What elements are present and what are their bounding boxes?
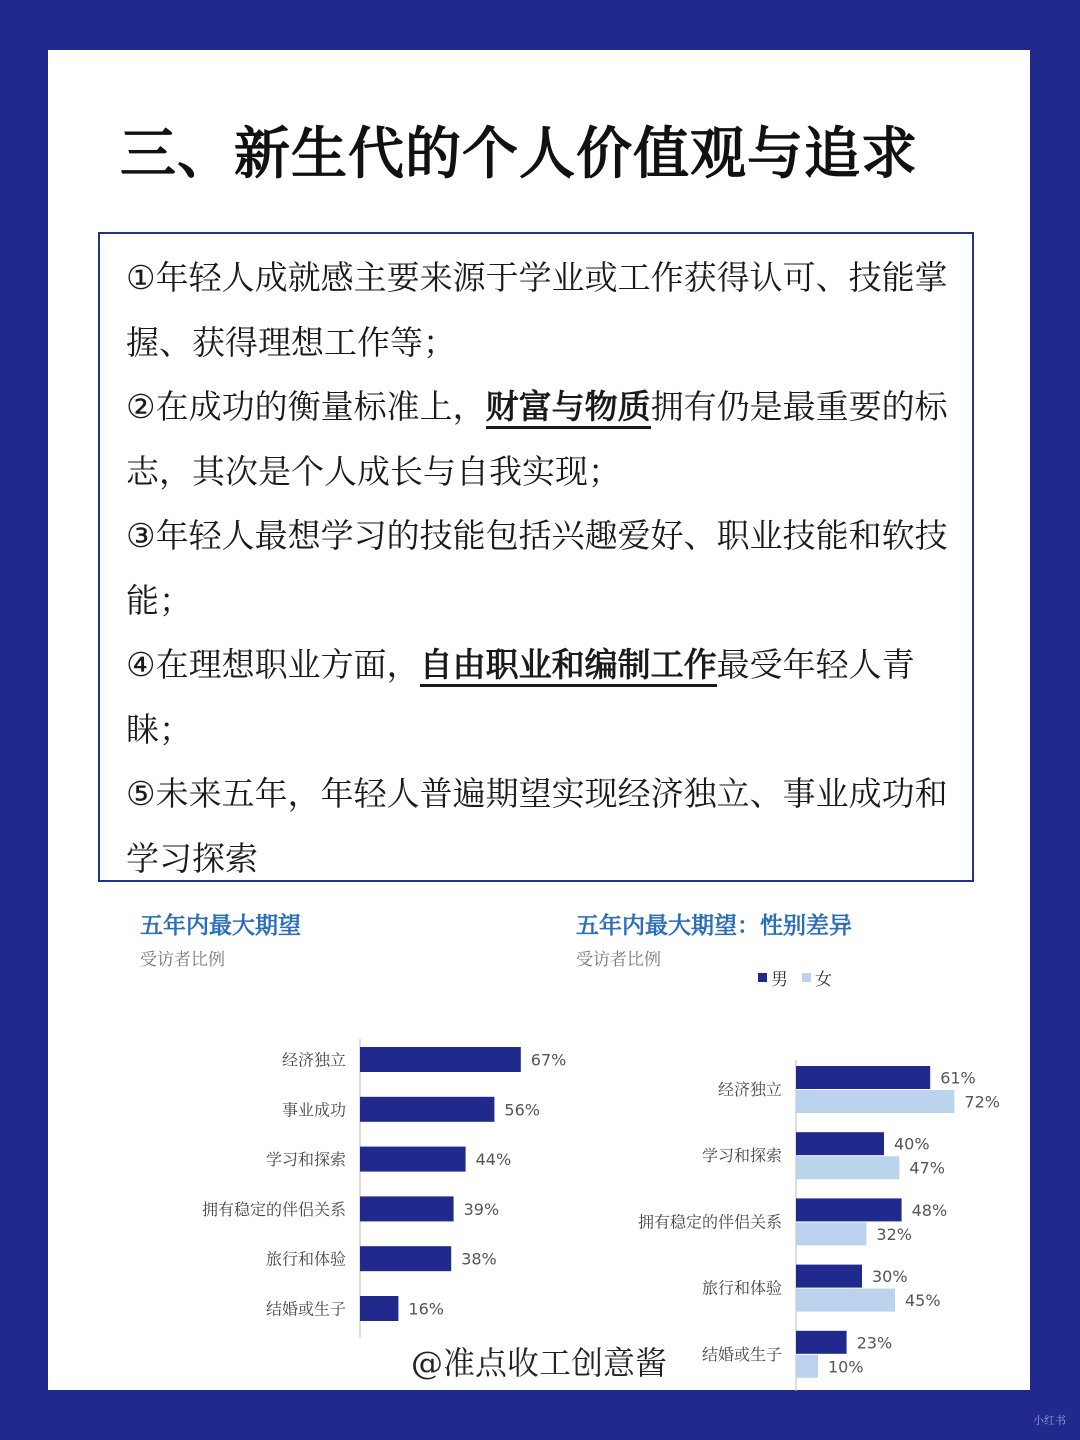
bar <box>360 1147 466 1172</box>
bar-female <box>796 1156 899 1179</box>
grouped-bar-chart-plot <box>568 905 1030 1377</box>
key-point-p3 <box>126 504 952 633</box>
category-label: 学习和探索 <box>701 1146 782 1166</box>
category-label: 结婚或生子 <box>701 1344 782 1364</box>
category-label: 学习和探索 <box>265 1150 346 1170</box>
point-text: ④在理想职业方面， <box>126 645 420 684</box>
bar-male <box>796 1066 930 1089</box>
data-label: 39% <box>463 1199 500 1219</box>
data-label: 32% <box>876 1224 912 1244</box>
bar-male <box>796 1265 862 1288</box>
page-title: 三、新生代的个人价值观与追求 <box>120 122 918 187</box>
data-label: 47% <box>909 1158 945 1178</box>
data-label: 10% <box>828 1357 864 1377</box>
category-label: 结婚或生子 <box>265 1299 346 1319</box>
content-card <box>48 50 1030 1390</box>
data-label: 23% <box>856 1333 893 1353</box>
point-text: ②在成功的衡量标准上， <box>126 387 486 426</box>
category-label: 旅行和体验 <box>265 1249 346 1269</box>
key-point-p1 <box>126 246 952 375</box>
chart-title: 五年内最大期望：性别差异 <box>576 913 852 939</box>
point-text: 最受年轻人青睐； <box>126 645 915 749</box>
category-label: 拥有稳定的伴侣关系 <box>637 1212 782 1232</box>
point-text: ⑤未来五年，年轻人普遍期望实现经济独立、事业成功和学习探索 <box>126 774 948 878</box>
bar <box>360 1296 398 1321</box>
category-label: 事业成功 <box>281 1100 346 1120</box>
data-label: 72% <box>964 1092 1000 1112</box>
data-label: 67% <box>530 1050 567 1070</box>
category-label: 旅行和体验 <box>701 1278 782 1298</box>
bar-female <box>796 1222 866 1245</box>
data-label: 30% <box>872 1267 908 1287</box>
category-label: 经济独立 <box>281 1050 346 1070</box>
bar-male <box>796 1198 902 1221</box>
chart-title: 五年内最大期望 <box>140 913 301 939</box>
chart-subtitle: 受访者比例 <box>140 950 225 970</box>
point-text: ③年轻人最想学习的技能包括兴趣爱好、职业技能和软技能； <box>126 516 948 620</box>
bar <box>360 1246 451 1271</box>
point-text: 拥有仍是最重要的标志，其次是个人成长与自我实现； <box>126 387 948 491</box>
bar <box>360 1047 521 1072</box>
chart-subtitle: 受访者比例 <box>576 950 661 970</box>
bar-male <box>796 1132 884 1155</box>
key-point-p5 <box>126 762 952 891</box>
key-points-box <box>98 232 974 882</box>
chart-expectations <box>132 905 572 1319</box>
point-text: ①年轻人成就感主要来源于学业或工作获得认可、技能掌握、获得理想工作等； <box>126 258 948 362</box>
bar <box>360 1196 454 1221</box>
data-label: 40% <box>894 1134 930 1154</box>
category-label: 拥有稳定的伴侣关系 <box>201 1199 346 1219</box>
data-label: 45% <box>905 1291 941 1311</box>
legend-label: 男 <box>771 970 788 990</box>
data-label: 16% <box>408 1299 444 1319</box>
data-label: 56% <box>504 1100 540 1120</box>
legend-label: 女 <box>815 970 832 990</box>
emphasis-text: 财富与物质 <box>486 387 651 429</box>
emphasis-text: 自由职业和编制工作 <box>420 645 717 687</box>
data-label: 44% <box>475 1150 512 1170</box>
author-signature: @准点收工创意酱 <box>410 1344 667 1382</box>
key-point-p2 <box>126 375 952 504</box>
chart-gender-difference <box>568 905 1030 1377</box>
bar-female <box>796 1090 954 1113</box>
key-point-p4 <box>126 633 952 762</box>
data-label: 38% <box>461 1249 497 1269</box>
watermark: 小红书 <box>1033 1414 1066 1427</box>
bar <box>360 1097 494 1122</box>
category-label: 经济独立 <box>717 1080 782 1099</box>
data-label: 61% <box>940 1068 976 1088</box>
data-label: 48% <box>911 1200 948 1220</box>
bar-chart-plot <box>132 905 572 1319</box>
bar-female <box>796 1289 895 1312</box>
